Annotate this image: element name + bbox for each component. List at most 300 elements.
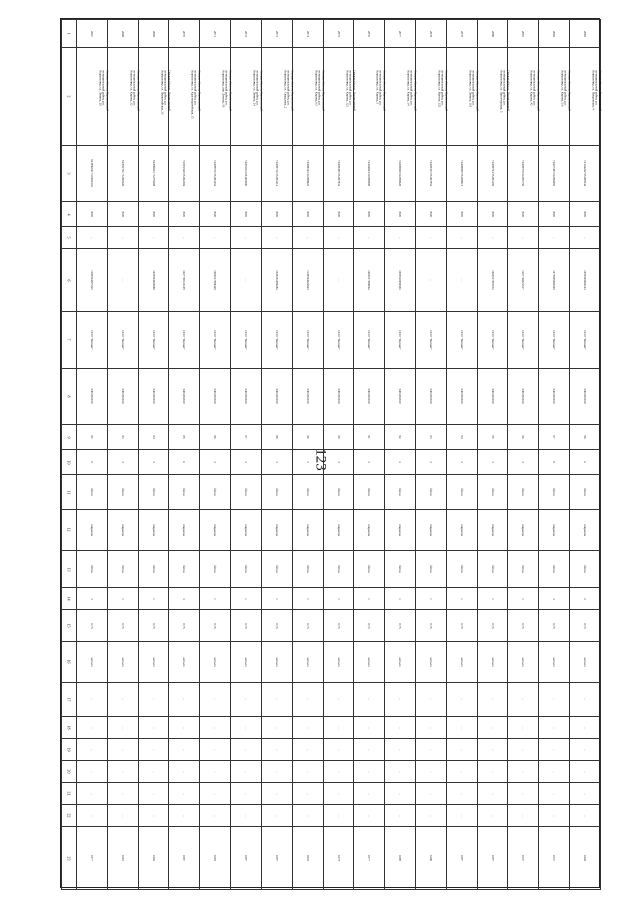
table-cell [477, 145, 508, 202]
cell-value: ЮЛ [521, 211, 526, 217]
cell-value: - [274, 698, 279, 700]
cell-value: 5403381810 [583, 388, 587, 404]
table-cell [323, 20, 354, 48]
table-cell [138, 610, 169, 641]
cell-value: - [583, 793, 587, 795]
cell-value: 1045551008282 [274, 270, 279, 290]
table-cell [200, 588, 231, 610]
cell-value: 0,75 [151, 623, 156, 629]
table-cell [508, 20, 539, 48]
cell-value: 1097 [490, 855, 495, 862]
column-number-label: 16 [66, 659, 72, 664]
table-cell [169, 550, 200, 588]
column-number-label: 8 [66, 395, 72, 398]
table-cell [385, 425, 416, 450]
column-number-label: 1 [66, 32, 72, 35]
cell-value: металл [552, 657, 557, 667]
column-number-label: 17 [66, 697, 72, 702]
table-cell [77, 550, 108, 588]
cell-value: 3 [428, 461, 433, 464]
cell-value: 3 [274, 461, 279, 464]
table-cell [138, 249, 169, 312]
table-cell [169, 827, 200, 890]
cell-value: ЮЛ [274, 211, 279, 217]
registry-strip-8 [62, 368, 601, 425]
table-cell [415, 475, 446, 510]
table-cell [77, 610, 108, 641]
cell-value: ООО "Магнит" [120, 330, 125, 350]
registry-strip-23 [62, 827, 601, 890]
cell-value: 1093 [213, 855, 218, 862]
cell-value: 1602 [151, 855, 156, 862]
cell-value: ЮЛ [367, 211, 372, 217]
column-number-label: 9 [66, 436, 72, 439]
table-cell [107, 48, 141, 145]
cell-value: 0,75 [274, 623, 279, 629]
cell-value: - [521, 815, 526, 817]
cell-value: - [367, 771, 372, 773]
table-cell [169, 509, 200, 550]
table-cell [570, 450, 601, 475]
table-cell [323, 641, 354, 682]
cell-value: бетон [151, 488, 156, 496]
table-cell [138, 805, 169, 827]
table-cell [477, 475, 508, 510]
column-number [62, 509, 77, 550]
cell-value: ЮЛ [428, 211, 433, 217]
table-cell [261, 827, 292, 890]
cell-value: ООО "Магнит" [243, 330, 248, 350]
table-cell [539, 368, 570, 425]
table-cell [323, 227, 354, 249]
table-cell [323, 249, 354, 312]
cell-value: бетон [521, 488, 526, 496]
table-cell [385, 368, 416, 425]
cell-value: 3 [182, 598, 187, 600]
column-number-label: 3 [66, 172, 72, 175]
cell-value: - [89, 771, 94, 773]
cell-value: 1 [213, 598, 218, 600]
cell-value: 5403381810 [490, 388, 495, 404]
cell-value: 98 [583, 435, 587, 439]
table-cell [354, 550, 385, 588]
table-cell [385, 227, 416, 249]
cell-value: 5403381810 [89, 388, 94, 404]
registry-strip-6 [62, 249, 601, 312]
table-cell [261, 475, 292, 510]
table-cell [231, 20, 262, 48]
cell-value: ЮЛ [151, 211, 156, 217]
table-cell [138, 509, 169, 550]
table-cell [138, 550, 169, 588]
cell-value: Омская область, Кормиловский муниципальный район, р.п. Кормиловка, ул. Первомайская, 23 [159, 70, 172, 115]
table-cell [107, 227, 138, 249]
cell-value: 2083 [583, 30, 587, 37]
cell-value: металл [428, 657, 433, 667]
table-cell [77, 588, 108, 610]
cell-value: - [398, 237, 403, 239]
cell-value: металл [305, 657, 310, 667]
cell-value: - [336, 815, 341, 817]
table-cell [231, 145, 262, 202]
cell-value: - [367, 793, 372, 795]
cell-value: 0,75 [459, 623, 464, 629]
cell-value: 2070 [182, 30, 187, 37]
column-number [62, 425, 77, 450]
cell-value: - [428, 793, 433, 795]
table-cell [107, 425, 138, 450]
cell-value: 6 [89, 461, 94, 464]
cell-value: 2077 [398, 30, 403, 37]
cell-value: металл [182, 657, 187, 667]
cell-value: бетон [243, 565, 248, 573]
table-cell [354, 805, 385, 827]
cell-value: бетон [243, 488, 248, 496]
cell-value: 2079 [459, 30, 464, 37]
table-cell [231, 249, 262, 312]
table-cell [570, 610, 601, 641]
cell-value: - [428, 727, 433, 729]
cell-value: 0,75 [583, 623, 587, 629]
table-cell [354, 641, 385, 682]
table-cell [231, 682, 262, 717]
table-cell [107, 682, 138, 717]
table-cell [292, 249, 323, 312]
cell-value: - [120, 279, 125, 281]
cell-value: 2082 [552, 30, 557, 37]
cell-value: 9 [552, 461, 557, 464]
table-cell [169, 425, 200, 450]
cell-value: 54.989833 73.979208 [151, 160, 156, 187]
registry-strip-15 [62, 610, 601, 641]
cell-value: Омская область, Кормиловский муниципальный район, р.п. Кормиловка, ул. Свердлова, 2 [283, 70, 295, 111]
table-cell [508, 641, 539, 682]
column-number-label: 5 [66, 236, 72, 239]
cell-value: 0,75 [89, 623, 94, 629]
table-cell [292, 588, 323, 610]
table-cell [292, 450, 323, 475]
cell-value: - [120, 771, 125, 773]
cell-value: - [213, 698, 218, 700]
cell-value: - [490, 727, 495, 729]
table-cell [77, 805, 108, 827]
cell-value: - [367, 727, 372, 729]
cell-value: бетон [274, 488, 279, 496]
table-cell [477, 550, 508, 588]
cell-value: ЮЛ [459, 211, 464, 217]
table-cell [415, 450, 446, 475]
table-cell [415, 227, 446, 249]
table-cell [323, 682, 354, 717]
table-cell [77, 682, 108, 717]
table-cell [446, 827, 477, 890]
cell-value: металл [583, 657, 587, 667]
table-cell [138, 827, 169, 890]
cell-value: открытая [120, 523, 125, 536]
table-cell [261, 805, 292, 827]
cell-value: - [583, 698, 587, 700]
table-cell [261, 227, 292, 249]
cell-value: 1037 [552, 855, 557, 862]
cell-value: 1 [459, 598, 464, 600]
cell-value: - [213, 237, 218, 239]
column-number [62, 739, 77, 761]
cell-value: 74.164242 55.000544 [583, 160, 587, 187]
cell-value: 0,75 [521, 623, 526, 629]
cell-value: металл [336, 657, 341, 667]
cell-value: 84 [151, 435, 156, 439]
cell-value: 2072 [243, 30, 248, 37]
column-number [62, 227, 77, 249]
cell-value: открытая [521, 523, 526, 536]
table-cell [446, 450, 477, 475]
cell-value: ООО "Магнит" [367, 330, 372, 350]
table-cell [415, 610, 446, 641]
cell-value: 74.009576 55.003252 [213, 160, 218, 187]
cell-value: ЮЛ [490, 211, 495, 217]
cell-value: 2078 [428, 30, 433, 37]
cell-value: - [490, 749, 495, 751]
table-cell [508, 450, 539, 475]
cell-value: 74.009395 55.007832 [336, 160, 341, 187]
table-cell [508, 682, 539, 717]
table-cell [138, 48, 172, 145]
cell-value: 74.009578 54.995750 [521, 160, 526, 187]
column-number-label: 12 [66, 527, 72, 532]
table-cell [231, 450, 262, 475]
cell-value: - [459, 815, 464, 817]
registry-strip-17 [62, 682, 601, 717]
table-cell [539, 588, 570, 610]
cell-value: - [521, 749, 526, 751]
cell-value: 5403381810 [274, 388, 279, 404]
table-cell [200, 610, 231, 641]
table-cell [385, 682, 416, 717]
cell-value: металл [367, 657, 372, 667]
cell-value: - [151, 749, 156, 751]
cell-value: 91 [367, 435, 372, 439]
cell-value: 0,75 [336, 623, 341, 629]
cell-value: 2069 [151, 30, 156, 37]
cell-value: открытая [274, 523, 279, 536]
cell-value: ЮЛ [89, 211, 94, 217]
table-cell [231, 509, 262, 550]
table-cell [477, 509, 508, 550]
cell-value: бетон [213, 488, 218, 496]
table-cell [292, 641, 323, 682]
table-cell [539, 475, 570, 510]
cell-value: открытая [243, 523, 248, 536]
cell-value: 54.998239 73.9922332 [89, 159, 94, 188]
table-cell [169, 450, 200, 475]
cell-value: 74.009716 55.003312 [274, 160, 279, 187]
table-cell [231, 312, 262, 369]
cell-value: 74.001104 55.003900 [243, 160, 248, 187]
cell-value: - [490, 815, 495, 817]
cell-value: 1025 [305, 855, 310, 862]
table-cell [323, 145, 354, 202]
cell-value: бетон [490, 565, 495, 573]
cell-value: Омская область, Кормиловский муниципальный район, р.п. Кормиловка, ул. Кирова, 5 [375, 70, 387, 111]
cell-value: открытая [367, 523, 372, 536]
cell-value: 5403381810 [336, 388, 341, 404]
table-cell [446, 227, 477, 249]
column-number-label: 18 [66, 725, 72, 730]
cell-value: - [490, 793, 495, 795]
cell-value: - [120, 698, 125, 700]
table-cell [446, 48, 480, 145]
table-cell [169, 641, 200, 682]
table-cell [261, 682, 292, 717]
cell-value: - [490, 698, 495, 700]
cell-value: 89 [305, 435, 310, 439]
column-number [62, 312, 77, 369]
cell-value: - [336, 727, 341, 729]
table-cell [138, 227, 169, 249]
cell-value: 5403381810 [428, 388, 433, 404]
table-cell [107, 827, 138, 890]
cell-value: - [120, 749, 125, 751]
cell-value: бетон [583, 565, 587, 573]
cell-value: 3 [398, 461, 403, 464]
table-cell [323, 509, 354, 550]
cell-value: бетон [305, 565, 310, 573]
table-cell [354, 475, 385, 510]
cell-value: 1025504200680 [151, 270, 156, 290]
cell-value: - [274, 815, 279, 817]
cell-value: 1075505000395 [552, 270, 557, 290]
table-cell [446, 588, 477, 610]
table-cell [138, 450, 169, 475]
table-cell [231, 368, 262, 425]
table-cell [385, 588, 416, 610]
table-cell [292, 550, 323, 588]
table-cell [323, 450, 354, 475]
cell-value: открытая [213, 523, 218, 536]
table-cell [107, 610, 138, 641]
table-cell [231, 425, 262, 450]
table-cell [570, 641, 601, 682]
cell-value: открытая [428, 523, 433, 536]
cell-value: 3 [120, 461, 125, 464]
cell-value: 95 [490, 435, 495, 439]
cell-value: Омская область, Кормиловский муниципальный район, р.п. Кормиловка, ул. Ленина, 20 [98, 70, 110, 111]
table-cell [570, 805, 601, 827]
cell-value: - [428, 749, 433, 751]
table-cell [508, 145, 539, 202]
cell-value: 1 [521, 598, 526, 600]
cell-value: 74.998323 54.998823 [305, 160, 310, 187]
cell-value: 5403381810 [398, 388, 403, 404]
registry-strip-22 [62, 805, 601, 827]
column-number-label: 7 [66, 338, 72, 341]
table-cell [508, 249, 539, 312]
cell-value: бетон [151, 565, 156, 573]
table-cell [292, 509, 323, 550]
cell-value: - [274, 749, 279, 751]
cell-value: - [521, 793, 526, 795]
cell-value: 1037 [521, 855, 526, 862]
cell-value: 90 [336, 435, 341, 439]
table-cell [477, 20, 508, 48]
table-cell [231, 827, 262, 890]
cell-value: - [151, 698, 156, 700]
registry-strip-3 [62, 145, 601, 202]
registry-strip-1 [62, 20, 601, 48]
cell-value: - [89, 698, 94, 700]
column-number-label: 13 [66, 567, 72, 572]
cell-value: Омская область, Кормиловский муниципальный район, р.п. Кормиловка, ул. Кирова, 121 [344, 70, 356, 111]
column-number-label: 10 [66, 460, 72, 465]
table-cell [323, 610, 354, 641]
column-number [62, 805, 77, 827]
table-cell [231, 550, 262, 588]
cell-value: - [552, 727, 557, 729]
cell-value: - [490, 771, 495, 773]
cell-value: 1055545004123 [583, 270, 587, 290]
table-cell [415, 145, 446, 202]
cell-value: бетон [89, 488, 94, 496]
table-cell [354, 588, 385, 610]
cell-value: 1600 [428, 855, 433, 862]
table-cell [77, 475, 108, 510]
table-cell [508, 475, 539, 510]
column-number-label: 15 [66, 623, 72, 628]
cell-value: 1075 [336, 855, 341, 862]
table-cell [200, 827, 231, 890]
cell-value: - [552, 749, 557, 751]
cell-value: - [336, 237, 341, 239]
column-number [62, 827, 77, 890]
table-cell [77, 641, 108, 682]
table-cell [261, 20, 292, 48]
table-cell [107, 450, 138, 475]
cell-value: - [398, 727, 403, 729]
table-cell [385, 475, 416, 510]
cell-value: 2074 [305, 30, 310, 37]
cell-value: - [89, 727, 94, 729]
table-cell [138, 588, 169, 610]
cell-value: - [182, 749, 187, 751]
cell-value: - [151, 727, 156, 729]
table-cell [292, 48, 326, 145]
column-number [62, 641, 77, 682]
column-number-label: 11 [66, 490, 72, 495]
cell-value: металл [459, 657, 464, 667]
table-cell [508, 227, 539, 249]
cell-value: открытая [398, 523, 403, 536]
cell-value: бетон [521, 565, 526, 573]
cell-value: 74.009090 55.008015 [459, 160, 464, 187]
registry-strip-20 [62, 761, 601, 783]
table-cell [415, 368, 446, 425]
table-cell [385, 550, 416, 588]
cell-value: 1 [398, 598, 403, 600]
cell-value: - [552, 815, 557, 817]
cell-value: открытая [490, 523, 495, 536]
column-number [62, 202, 77, 227]
cell-value: 3 [490, 461, 495, 464]
cell-value: 5403381810 [243, 388, 248, 404]
table-cell [231, 641, 262, 682]
table-cell [508, 588, 539, 610]
cell-value: - [213, 727, 218, 729]
cell-value: открытая [89, 523, 94, 536]
registry-sheet [60, 18, 603, 888]
table-cell [570, 312, 601, 369]
cell-value: ООО "Магнит" [305, 330, 310, 350]
cell-value: 54.993702 73.990420 [120, 160, 125, 187]
